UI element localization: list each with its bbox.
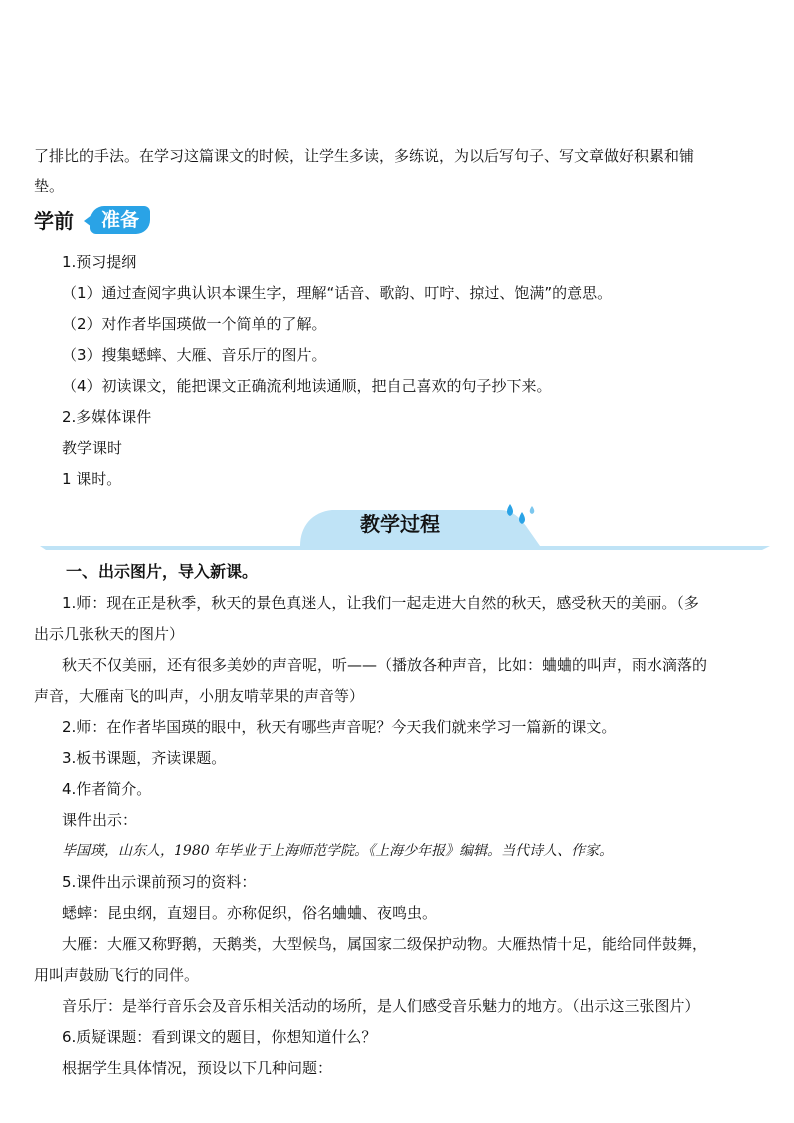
process-line: 2.师：在作者毕国瑛的眼中，秋天有哪些声音呢？今天我们就来学习一篇新的课文。 bbox=[62, 718, 617, 736]
process-banner bbox=[0, 496, 794, 556]
process-heading: 一、出示图片，导入新课。 bbox=[66, 562, 259, 581]
process-line: 1.师：现在正是秋季，秋天的景色真迷人，让我们一起走进大自然的秋天，感受秋天的美丽。（多 bbox=[62, 594, 699, 612]
prep-item: （3）搜集蟋蟀、大雁、音乐厅的图片。 bbox=[62, 346, 327, 364]
prep-badge-label-left: 学前 bbox=[34, 209, 74, 233]
prep-item: 2.多媒体课件 bbox=[62, 408, 152, 426]
process-line: 3.板书课题，齐读课题。 bbox=[62, 749, 227, 767]
process-line: 音乐厅：是举行音乐会及音乐相关活动的场所，是人们感受音乐魅力的地方。（出示这三张图片） bbox=[62, 997, 700, 1015]
prep-item: 1 课时。 bbox=[62, 470, 122, 488]
prep-item: （4）初读课文，能把课文正确流利地读通顺，把自己喜欢的句子抄下来。 bbox=[62, 377, 552, 395]
prep-item: （1）通过查阅字典认识本课生字，理解“话音、歌韵、叮咛、掠过、饱满”的意思。 bbox=[62, 284, 613, 302]
process-line: 用叫声鼓励飞行的同伴。 bbox=[34, 966, 200, 984]
process-line: 秋天不仅美丽，还有很多美妙的声音呢，听——（播放各种声音，比如：蛐蛐的叫声，雨水滴落的 bbox=[62, 656, 708, 674]
process-line: 5.课件出示课前预习的资料： bbox=[62, 873, 257, 891]
intro-line: 垫。 bbox=[34, 177, 65, 195]
process-line: 4.作者简介。 bbox=[62, 780, 152, 798]
process-line: 蟋蟀：昆虫纲，直翅目。亦称促织，俗名蛐蛐、夜鸣虫。 bbox=[62, 904, 438, 922]
process-line: 声音，大雁南飞的叫声，小朋友啃苹果的声音等） bbox=[34, 687, 365, 705]
intro-line: 了排比的手法。在学习这篇课文的时候，让学生多读，多练说，为以后写句子、写文章做好积累和铺 bbox=[34, 147, 695, 165]
prep-item: 1.预习提纲 bbox=[62, 253, 137, 271]
author-bio-line: 毕国瑛，山东人，1980 年毕业于上海师范学院。《上海少年报》编辑。当代诗人、作家。 bbox=[62, 843, 614, 859]
process-banner-title: 教学过程 bbox=[360, 512, 440, 536]
prep-item: （2）对作者毕国瑛做一个简单的了解。 bbox=[62, 315, 327, 333]
prep-badge-label-right: 准备 bbox=[90, 206, 150, 234]
process-line: 大雁：大雁又称野鹅，天鹅类，大型候鸟，属国家二级保护动物。大雁热情十足，能给同伴鼓舞， bbox=[62, 935, 708, 953]
process-line: 出示几张秋天的图片） bbox=[34, 625, 185, 643]
prep-item: 教学课时 bbox=[62, 439, 123, 457]
process-line: 6.质疑课题：看到课文的题目，你想知道什么？ bbox=[62, 1028, 377, 1046]
process-line: 根据学生具体情况，预设以下几种问题： bbox=[62, 1059, 333, 1077]
process-line: 课件出示： bbox=[62, 811, 138, 829]
